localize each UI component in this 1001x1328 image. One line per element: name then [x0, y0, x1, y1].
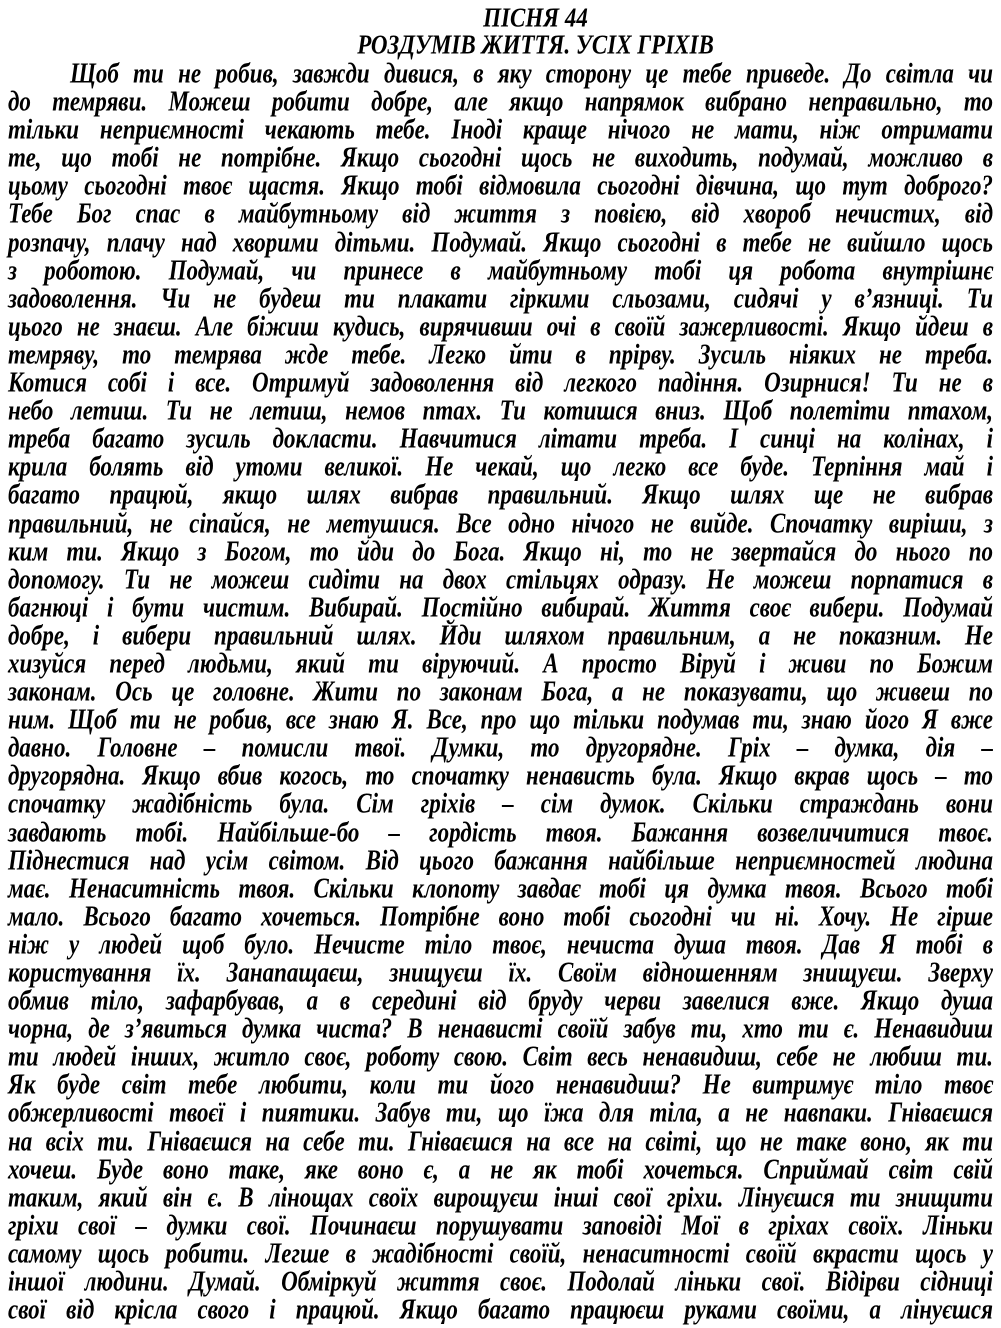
- text-line: іншої людини. Думай. Обміркуй життя своє. Подолай ліньки свої. Відірви сідниці: [8, 1265, 993, 1298]
- text-line: свої від крісла свого і працюй. Якщо багато працюєш руками своїми, а лінуєшся: [8, 1293, 993, 1326]
- text-line: самому щось робити. Легше в жадібності своїй, ненаситності своїй вкрасти щось у: [8, 1237, 993, 1269]
- text-line: хизуйся перед людьми, який ти віруючий. А просто Віруй і живи по Божим: [8, 647, 993, 679]
- text-line: треба багато зусиль докласти. Навчитися літати треба. І синці на колінах, і: [8, 422, 993, 455]
- text-line: задоволення. Чи не будеш ти плакати гіркими сльозами, сидячі у в’язниці. Ти: [8, 282, 993, 314]
- text-line: небо летиш. Ти не летиш, немов птах. Ти котишся вниз. Щоб полетіти птахом,: [8, 394, 993, 427]
- text-line: Піднестися над усім світом. Від цього бажання найбільше неприємностей людина: [8, 844, 993, 876]
- text-line: чорна, де з’явиться думка чиста? В ненависті своїй забув ти, хто ти є. Ненавидиш: [8, 1012, 993, 1045]
- text-line: добре, і вибери правильний шлях. Йди шляхом правильним, а не показним. Не: [8, 619, 993, 651]
- text-line: те, що тобі не потрібне. Якщо сьогодні щось не виходить, подумай, можливо в: [8, 142, 993, 174]
- text-line: другорядна. Якщо вбив когось, то спочатку ненависть була. Якщо вкрав щось – то: [8, 760, 993, 792]
- text-line: цьому сьогодні твоє щастя. Якщо тобі відмовила сьогодні дівчина, що тут доброго?: [8, 170, 993, 202]
- text-line: завдають тобі. Найбільше-бо – гордість твоя. Бажання возвеличитися твоє.: [8, 816, 993, 848]
- text-line: Тебе Бог спас в майбутньому від життя з повією, від хвороб нечистих, від: [8, 198, 993, 230]
- text-line: давно. Головне – помисли твої. Думки, то другорядне. Гріх – думка, дія –: [8, 731, 993, 764]
- text-line: спочатку жадібність була. Сім гріхів – сім думок. Скільки страждань вони: [8, 788, 993, 820]
- text-line: крила болять від утоми великої. Не чекай, що легко все буде. Терпіння май і: [8, 451, 993, 483]
- text-line: з роботою. Подумай, чи принесе в майбутньому тобі ця робота внутрішнє: [8, 254, 993, 286]
- text-line: правильний, не сіпайся, не метушися. Все одно нічого не вийде. Спочатку виріши, з: [8, 507, 993, 539]
- text-line: ким ти. Якщо з Богом, то йди до Бога. Якщо ні, то не звертайся до нього по: [8, 535, 993, 567]
- text-line: ти людей інших, житло своє, роботу свою. Світ весь ненавидиш, себе не любиш ти.: [8, 1041, 993, 1073]
- text-line: ним. Щоб ти не робив, все знаю Я. Все, про що тільки подумав ти, знаю його Я вже: [8, 703, 993, 736]
- document-page: [8, 0, 993, 1324]
- text-line: розпачу, плачу над хворими дітьми. Подумай. Якщо сьогодні в тебе не вийшло щось: [8, 226, 993, 258]
- text-line: законам. Ось це головне. Жити по законам Бога, а не показувати, що живеш по: [8, 675, 993, 708]
- text-line: обмив тіло, зафарбував, а в середині від бруду черви завелися вже. Якщо душа: [8, 984, 993, 1017]
- song-title: ПІСНЯ 44: [483, 2, 588, 33]
- text-line: гріхи свої – думки свої. Починаєш порушувати заповіді Мої в гріхах своїх. Ліньки: [8, 1209, 993, 1241]
- text-line: до темряви. Можеш робити добре, але якщо напрямок вибрано неправильно, то: [8, 85, 993, 118]
- text-line: багнюці і бути чистим. Вибирай. Постійно вибирай. Життя своє вибери. Подумай: [8, 591, 993, 623]
- text-line: таким, який він є. В лінощах своїх вирощуєш інші свої гріхи. Лінуєшся ти знищити: [8, 1181, 993, 1213]
- text-line: Щоб ти не робив, завжди дивися, в яку сторону це тебе приведе. До світла чи: [70, 57, 993, 89]
- text-line: обжерливості твоєї і пиятики. Забув ти, що їжа для тіла, а не навпаки. Гніваєшся: [8, 1097, 993, 1129]
- text-line: тільки неприємності чекають тебе. Іноді краще нічого не мати, ніж отримати: [8, 113, 993, 146]
- text-line: цього не знаєш. Але біжиш кудись, вирячивши очі в своїй зажерливості. Якщо йдеш в: [8, 310, 993, 342]
- text-line: Котися собі і все. Отримуй задоволення від легкого падіння. Озирнися! Ти не в: [8, 366, 993, 399]
- text-line: хочеш. Буде воно таке, яке воно є, а не як тобі хочеться. Сприймай світ свій: [8, 1153, 993, 1185]
- text-line: користування їх. Занапащаєш, знищуєш їх. Своїм відношенням знищуєш. Зверху: [8, 956, 993, 988]
- text-line: ніж у людей щоб було. Нечисте тіло твоє, нечиста душа твоя. Дав Я тобі в: [8, 928, 993, 960]
- text-line: мало. Всього багато хочеться. Потрібне воно тобі сьогодні чи ні. Хочу. Не гірше: [8, 900, 993, 932]
- text-line: на всіх ти. Гніваєшся на себе ти. Гніваєшся на все на світі, що не таке воно, як ти: [8, 1125, 993, 1157]
- text-line: багато працюй, якщо шлях вибрав правильний. Якщо шлях ще не вибрав: [8, 479, 993, 511]
- song-subtitle: РОЗДУМІВ ЖИТТЯ. УСІХ ГРІХІВ: [357, 29, 714, 60]
- text-line: має. Ненаситність твоя. Скільки клопоту завдає тобі ця думка твоя. Всього тобі: [8, 872, 993, 904]
- text-line: допомогу. Ти не можеш сидіти на двох стільцях одразу. Не можеш порпатися в: [8, 563, 993, 595]
- text-line: темряву, то темрява жде тебе. Легко йти в прірву. Зусиль ніяких не треба.: [8, 338, 993, 370]
- text-line: Як буде світ тебе любити, коли ти його ненавидиш? Не витримує тіло твоє: [8, 1069, 993, 1101]
- document-body: [8, 57, 993, 1326]
